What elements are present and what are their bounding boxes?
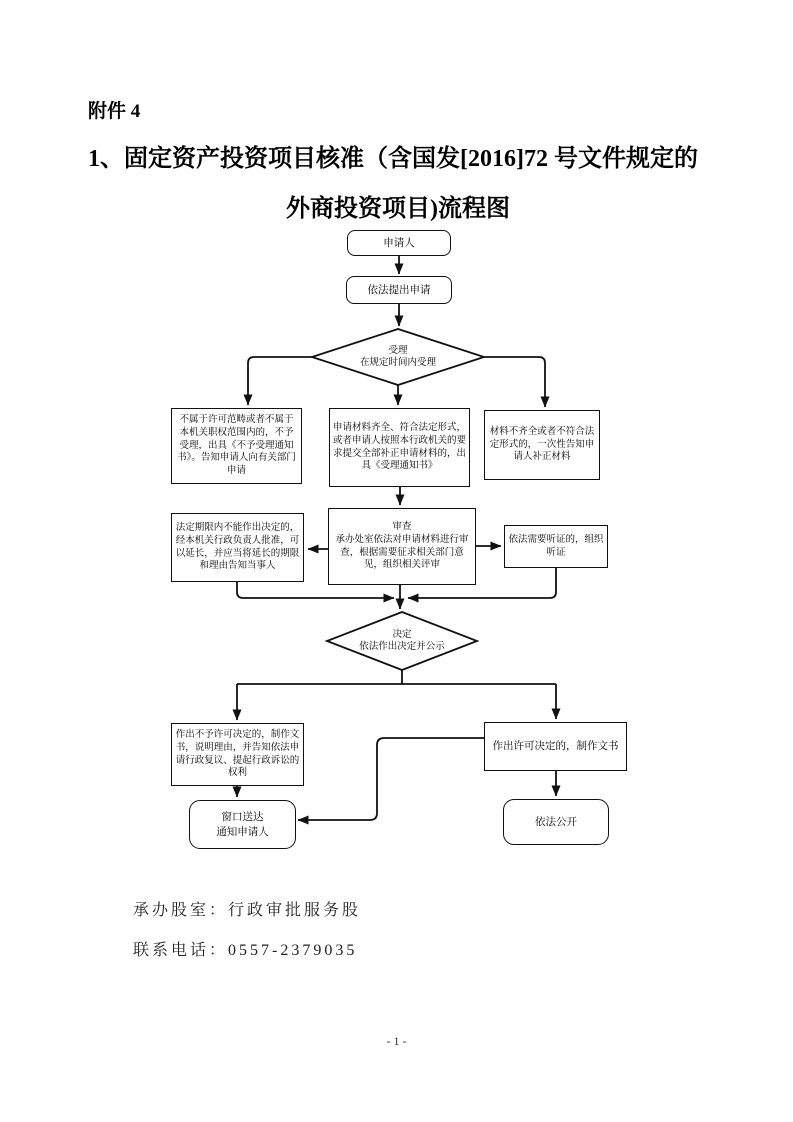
attachment-label: 附件 4 bbox=[88, 101, 141, 122]
node-extension bbox=[171, 513, 304, 582]
node-review-body: 承办处室依法对申请材料进行审查，根据需要征求相关部门意见，组织相关评审 bbox=[335, 533, 469, 571]
node-denial-document-label: 作出不予许可决定的，制作文书，说明理由，并告知依法申请行政复议、提起行政诉讼的权利 bbox=[175, 729, 300, 779]
node-extension-label: 法定期限内不能作出决定的，经本机关行政负责人批准，可以延长，并应当将延长的期限和理由告知当事人 bbox=[175, 522, 300, 572]
arrow-acceptance-to-reject bbox=[248, 357, 312, 405]
footer-phone-line: 联系电话：0557-2379035 bbox=[133, 942, 358, 959]
node-window-delivery-line1: 窗口送达 bbox=[221, 811, 264, 824]
node-review-title: 审查 bbox=[392, 521, 412, 533]
node-accepted-label: 申请材料齐全、符合法定形式，或者申请人按照本行政机关的要求提交全部补正申请材料的，出具《受理通知书》 bbox=[333, 422, 467, 472]
document-title-line-2: 外商投资项目)流程图 bbox=[286, 196, 510, 222]
node-apply-request-label: 依法提出申请 bbox=[367, 283, 431, 296]
acceptance-diamond-shape bbox=[312, 329, 484, 385]
decision-subtitle: 依法作出决定并公示 bbox=[359, 641, 445, 652]
acceptance-title: 受理 bbox=[388, 344, 408, 356]
node-hearing bbox=[504, 525, 608, 568]
document-title-line-1: 1、固定资产投资项目核准（含国发[2016]72 号文件规定的 bbox=[88, 146, 698, 172]
node-applicant-label: 申请人 bbox=[383, 236, 415, 249]
node-window-delivery-line2: 通知申请人 bbox=[216, 825, 269, 838]
node-accepted bbox=[329, 408, 470, 487]
node-publish bbox=[503, 799, 609, 845]
node-window-delivery bbox=[189, 800, 296, 849]
acceptance-subtitle: 在规定时间内受理 bbox=[359, 357, 436, 368]
node-denial-document bbox=[171, 723, 304, 786]
decision-diamond-shape bbox=[327, 612, 477, 670]
decision-title: 决定 bbox=[392, 628, 412, 640]
node-not-accepted-label: 不属于许可范畴或者不属于本机关职权范围内的，不予受理，出具《不予受理通知书》。告知申请人向有关部门申请 bbox=[177, 414, 296, 477]
node-not-accepted bbox=[171, 408, 302, 484]
arrow-acceptance-to-supplement bbox=[484, 357, 545, 407]
node-apply-request bbox=[346, 276, 452, 304]
node-review bbox=[328, 508, 476, 585]
node-permit-document bbox=[484, 722, 627, 771]
node-applicant bbox=[347, 230, 451, 256]
connector-decision-split bbox=[237, 670, 556, 684]
node-publish-label: 依法公开 bbox=[535, 815, 577, 828]
node-supplement-materials-label: 材料不齐全或者不符合法定形式的，一次性告知申请人补正材料 bbox=[489, 425, 595, 463]
arrow-permit-to-delivery bbox=[298, 738, 484, 820]
page-number: - 1 - bbox=[386, 1034, 407, 1048]
footer-office-line: 承办股室：行政审批服务股 bbox=[133, 902, 362, 919]
node-hearing-label: 依法需要听证的，组织听证 bbox=[508, 533, 604, 558]
node-supplement-materials bbox=[484, 410, 600, 480]
node-permit-document-label: 作出许可决定的，制作文书 bbox=[492, 740, 619, 753]
